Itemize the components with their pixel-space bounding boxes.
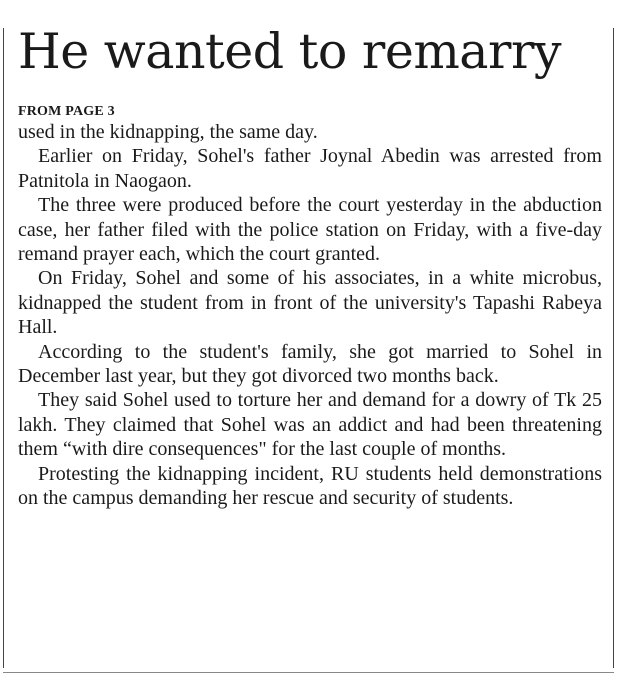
right-column-rule (613, 28, 614, 668)
paragraph: The three were produced before the court yesterday in the abduction case, her father filed with the police station on Friday, with a five-day remand prayer each, which the court granted. (18, 194, 602, 266)
paragraph: According to the student's family, she got married to Sohel in December last year, but they got divorced two months back. (18, 340, 602, 388)
jump-line: FROM PAGE 3 (18, 104, 115, 119)
article-body (18, 120, 602, 511)
paragraph: Protesting the kidnapping incident, RU students held demonstrations on the campus demanding her rescue and security of students. (18, 462, 602, 510)
paragraph: used in the kidnapping, the same day. (18, 121, 318, 143)
paragraph: Earlier on Friday, Sohel's father Joynal Abedin was arrested from Patnitola in Naogaon. (18, 145, 602, 192)
paragraph: On Friday, Sohel and some of his associates, in a white microbus, kidnapped the student from in front of the university's Tapashi Rabeya Hall. (18, 267, 602, 339)
bottom-rule (3, 672, 614, 673)
headline: He wanted to remarry (18, 23, 562, 80)
paragraph: They said Sohel used to torture her and demand for a dowry of Tk 25 lakh. They claimed that Sohel was an addict and had been threatening them “with dire consequences" for the last couple of months. (18, 389, 602, 461)
left-column-rule (3, 28, 4, 668)
